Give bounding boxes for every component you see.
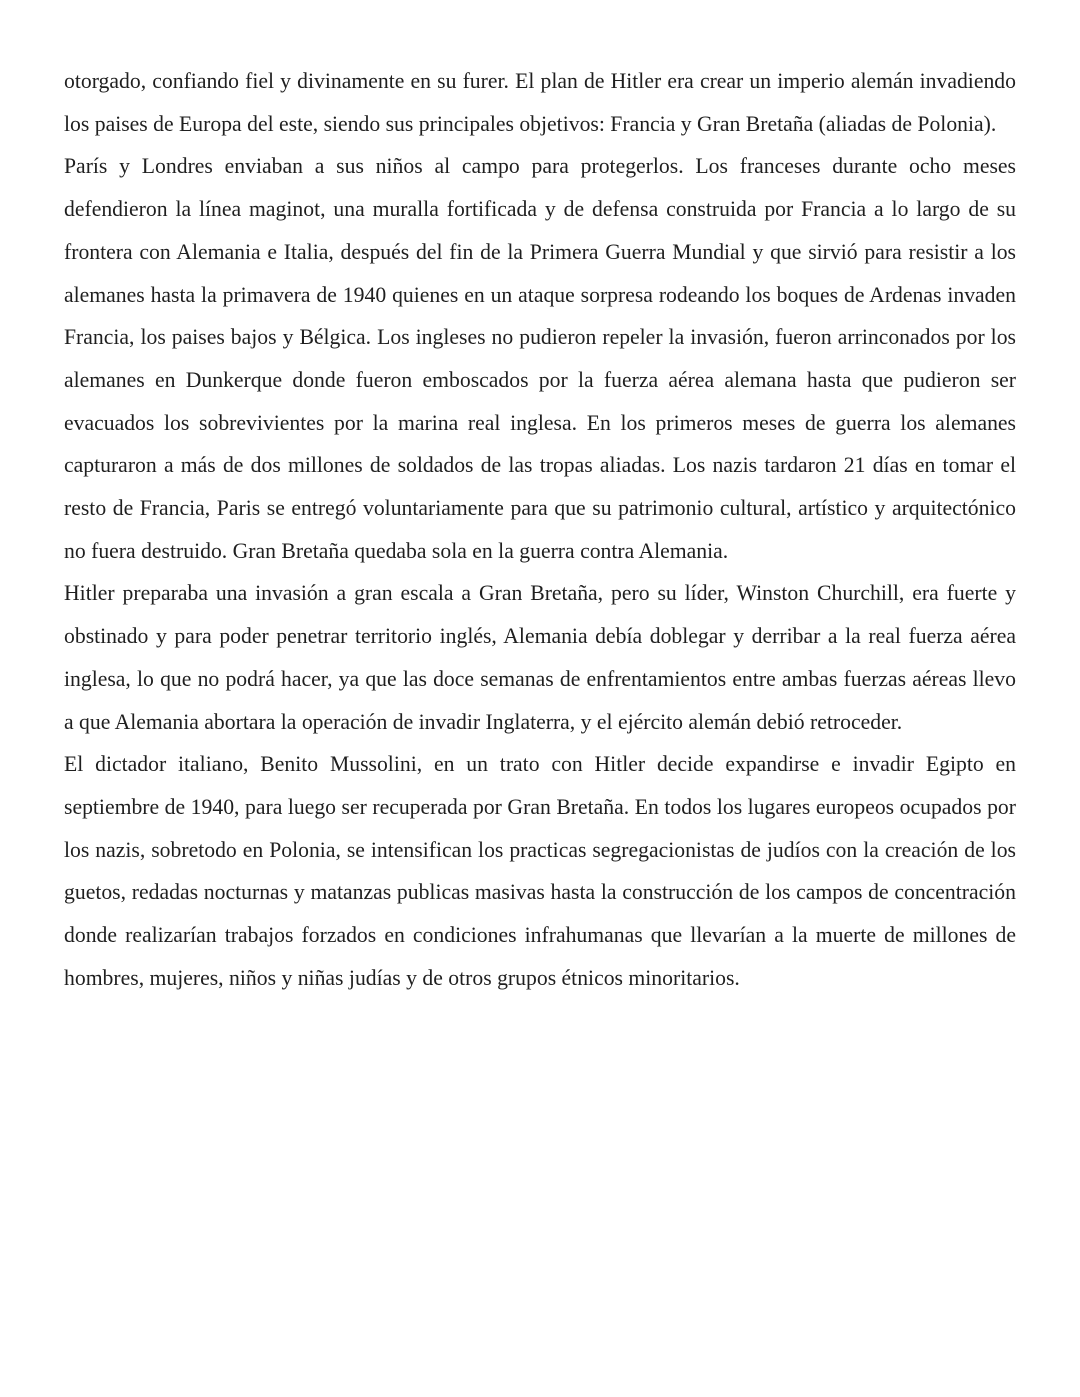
paragraph-france-invasion: París y Londres enviaban a sus niños al campo para protegerlos. Los franceses durante ocho meses defendieron la línea maginot, una muralla fortificada y de defensa construida por Francia a lo largo de su frontera con Alemania e Italia, después del fin de la Primera Guerra Mundial y que sirvió para resistir a los alemanes hasta la primavera de 1940 quienes en un ataque sorpresa rodeando los boques de Ardenas invaden Francia, los paises bajos y Bélgica. Los ingleses no pudieron repeler la invasión, fueron arrinconados por los alemanes en Dunkerque donde fueron emboscados por la fuerza aérea alemana hasta que pudieron ser evacuados los sobrevivientes por la marina real inglesa. En los primeros meses de guerra los alemanes capturaron a más de dos millones de soldados de las tropas aliadas. Los nazis tardaron 21 días en tomar el resto de Francia, Paris se entregó voluntariamente para que su patrimonio cultural, artístico y arquitectónico no fuera destruido. Gran Bretaña quedaba sola en la guerra contra Alemania.	[64, 154, 1016, 563]
paragraph-hitler-plan: otorgado, confiando fiel y divinamente en su furer. El plan de Hitler era crear un imperio alemán invadiendo los paises de Europa del este, siendo sus principales objetivos: Francia y Gran Bretaña (aliadas de Polonia).	[64, 69, 1016, 136]
paragraph-mussolini-ghettos: El dictador italiano, Benito Mussolini, en un trato con Hitler decide expandirse e invadir Egipto en septiembre de 1940, para luego ser recuperada por Gran Bretaña. En todos los lugares europeos ocupados por los nazis, sobretodo en Polonia, se intensifican los practicas segregacionistas de judíos con la creación de los guetos, redadas nocturnas y matanzas publicas masivas hasta la construcción de los campos de concentración donde realizarían trabajos forzados en condiciones infrahumanas que llevarían a la muerte de millones de hombres, mujeres, niños y niñas judías y de otros grupos étnicos minoritarios.	[64, 752, 1016, 990]
paragraph-britain-battle: Hitler preparaba una invasión a gran escala a Gran Bretaña, pero su líder, Winston Churchill, era fuerte y obstinado y para poder penetrar territorio inglés, Alemania debía doblegar y derribar a la real fuerza aérea inglesa, lo que no podrá hacer, ya que las doce semanas de enfrentamientos entre ambas fuerzas aéreas llevo a que Alemania abortara la operación de invadir Inglaterra, y el ejército alemán debió retroceder.	[64, 581, 1016, 734]
document-text-block	[64, 60, 1016, 999]
